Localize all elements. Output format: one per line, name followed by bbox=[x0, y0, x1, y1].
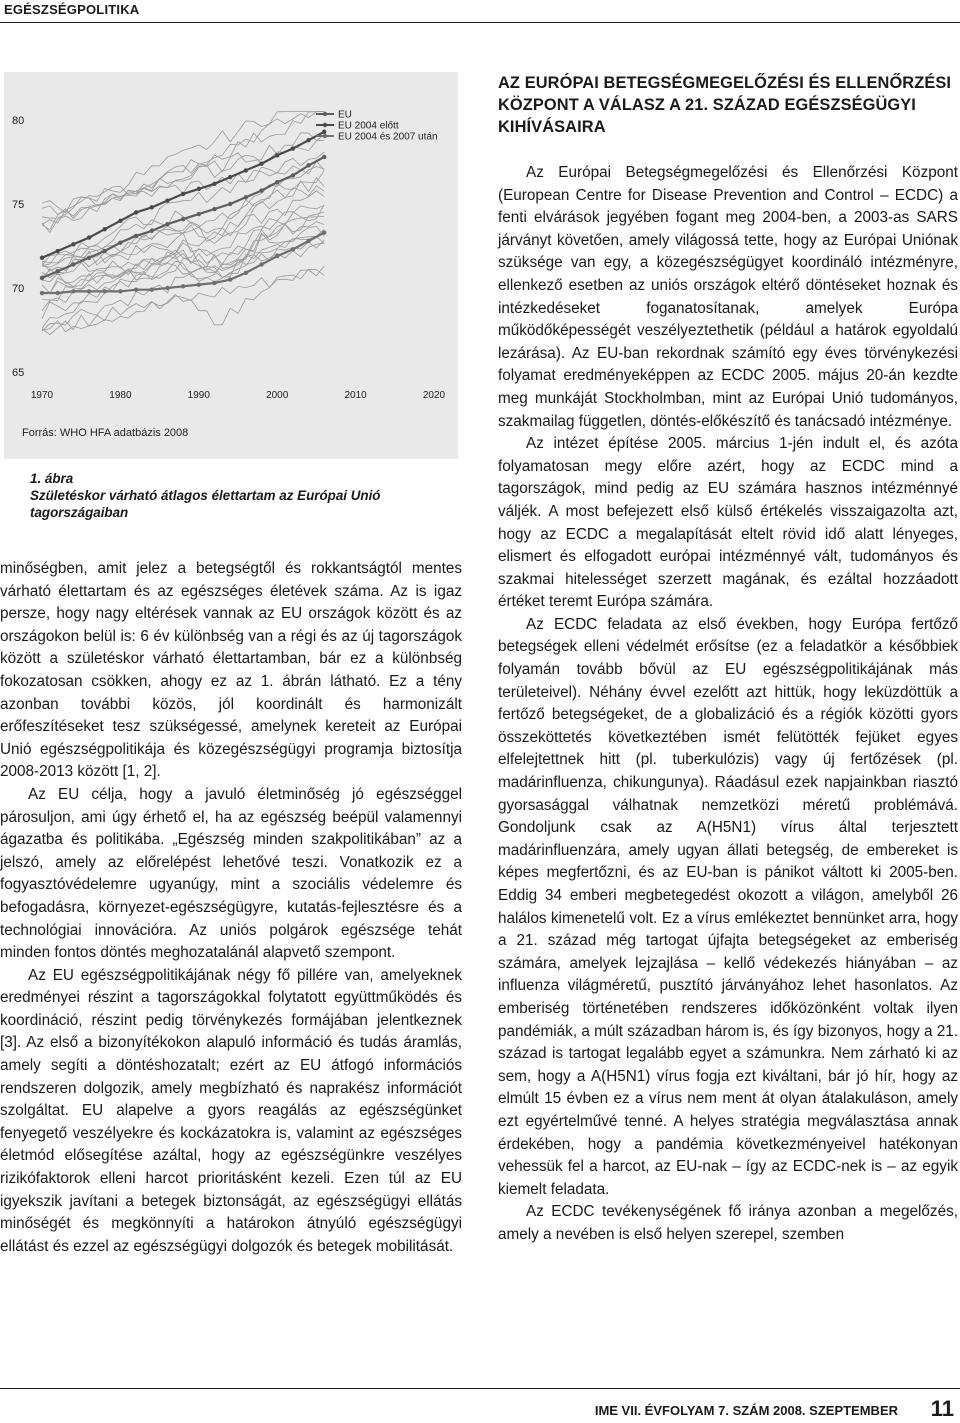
series-point bbox=[212, 207, 216, 211]
series-point bbox=[71, 262, 75, 266]
top-rule bbox=[0, 22, 960, 23]
series-point bbox=[259, 161, 263, 165]
x-tick-label: 1980 bbox=[109, 390, 132, 401]
page-number: 11 bbox=[930, 1396, 954, 1421]
left-column bbox=[0, 558, 462, 1258]
series-point bbox=[71, 289, 75, 293]
series-point bbox=[212, 182, 216, 186]
paragraph: Az EU célja, hogy a javuló életminőség jó egészséggel párosuljon, ami úgy érhető el, ha az egészség beépül valamennyi ágazatba és politikába. „Egészség minden szakpolitikában” az a jelszó, amely az előrelépést lehetővé teszi. Vonatkozik ez a fogyasztóvédelemre ugyanúgy, mint a szociális védelemre és befogadásra, környezet-egészségügyre, kutatás-fejlesztésre és a technológiai innovációra. Az uniós polgárok egészsége tehát minden fontos döntés meghozatalánál alapvető szempont. bbox=[0, 785, 462, 962]
right-column bbox=[498, 162, 958, 1247]
series-point bbox=[306, 239, 310, 243]
series-point bbox=[197, 282, 201, 286]
series-point bbox=[150, 205, 154, 209]
figure-source: Forrás: WHO HFA adatbázis 2008 bbox=[22, 427, 189, 439]
figure-number: 1. ábra bbox=[30, 471, 74, 486]
series-point bbox=[165, 222, 169, 226]
series-point bbox=[134, 210, 138, 214]
x-tick-label: 1970 bbox=[30, 390, 54, 401]
series-point bbox=[118, 219, 122, 223]
paragraph: minőségben, amit jelez a betegségtől és rokkantságtól mentes várható élettartam és az egészséges életévek száma. Az is igaz persze, hogy nagy eltérések vannak az EU országok között és az országokon belül is: 6 év különbség van a régi és az új tagországok között a születéskor várható élettartamban, bár ez a különbség fokozatosan csökken, ahogy ez az 1. ábrán látható. Ez a tény azonban további közös, jól koordinált és harmonizált erőfeszítéseket tesz szükségessé, amelynek kereteit az Európai Unió egészségpolitikája és közegészségügyi programja biztosítja 2008-2013 között [1, 2]. bbox=[0, 560, 462, 781]
series-point bbox=[306, 163, 310, 167]
series-point bbox=[322, 155, 326, 159]
series-point bbox=[259, 188, 263, 192]
series-point bbox=[275, 153, 279, 157]
series-point bbox=[291, 247, 295, 251]
series-point bbox=[322, 130, 326, 134]
series-point bbox=[55, 291, 59, 295]
series-point bbox=[87, 289, 91, 293]
x-tick-label: 2000 bbox=[266, 390, 289, 401]
y-tick-label: 75 bbox=[12, 199, 25, 211]
series-point bbox=[165, 198, 169, 202]
series-point bbox=[244, 168, 248, 172]
series-point bbox=[40, 291, 44, 295]
series-point bbox=[322, 230, 326, 234]
series-point bbox=[40, 276, 44, 280]
series-point bbox=[181, 217, 185, 221]
paragraph: Az intézet építése 2005. március 1-jén indult el, és azóta folyamatosan megy előre azért, hogy az ECDC mind a tagországok, mind pedig az EU számára hasznos intézménnyé váljék. A most befejezett első külső értékelés visszaigazolta azt, hogy az ECDC a megalapítását eltelt rövid idő alatt lényeges, elismert és elfogadott európai intézménnyé vált, tudományos és szakmai hitelességet szerzett magának, és ezáltal hozzáadott értéket teremt Európa számára. bbox=[498, 435, 958, 611]
series-point bbox=[212, 281, 216, 285]
paragraph: Az ECDC feladata az első években, hogy Európa fertőző betegségek elleni védelmét erősítse (ez a feladatkör a későbbiek folyamán tovább bővül az EU egészségpolitikájának más területeivel). Néhány évvel ezelőtt azt hittük, hogy leküzdöttük a fertőző betegségeket, de a globalizáció és a régiók közötti gyors összeköttetés következtében ismét felütötték fejüket egyes elfelejtettnek hitt (pl. tuberkulózis) vagy új fertőzések (pl. madárinfluenza, chikungunya). Ráadásul ezek napjainkban riasztó gyorsasággal válhatnak nemzetközi méretű problémává. Gondoljunk csak az A(H5N1) vírus által terjesztett madárinfluenzára, amely ugyan állati betegség, de embereket is képes megfertőzni, és az EU-ban is pánikot váltott ki 2005-ben. Eddig 34 emberi megbetegedést okozott a világon, amelyből 26 halálos kimenetelű volt. Ez a vírus emlékeztet bennünket arra, hogy a 21. század még tartogat újfajta betegségeket az emberiség számára, amelyek lejzajlása – kellő védekezés hiányában – az influenza világméretű, pusztító járványához lehet hasonlatos. Az emberiség történetében rendszeres időközönként voltak ilyen pandémiák, a múlt században három is, és így bizonyos, hogy a 21. század is tartogat legalább egyet a számunkra. Nem zárható ki az sem, hogy a A(H5N1) vírus fogja ezt kiváltani, bár jó hír, hogy az elmúlt 15 évben ez a vírus nem ment át olyan átalakuláson, amely ezt egyértelművé tenné. A helyes stratégia megválasztása annak érdekében, hogy a pandémia következményeivel hatékonyan vehessük fel a harcot, az EU-nak – így az ECDC-nek is – az egyik kiemelt feladata. bbox=[498, 615, 959, 1198]
country-trace-line bbox=[42, 212, 324, 311]
series-point bbox=[87, 235, 91, 239]
series-point bbox=[103, 227, 107, 231]
series-point bbox=[181, 284, 185, 288]
journal-footer: IME VII. ÉVFOLYAM 7. SZÁM 2008. SZEPTEMBER bbox=[594, 1403, 898, 1418]
series-point bbox=[55, 249, 59, 253]
country-trace-line bbox=[42, 140, 324, 214]
series-point bbox=[118, 240, 122, 244]
y-tick-label: 70 bbox=[12, 283, 25, 295]
series-point bbox=[275, 180, 279, 184]
series-point bbox=[71, 242, 75, 246]
series-point bbox=[228, 175, 232, 179]
figure-caption bbox=[30, 470, 460, 521]
legend-label: EU bbox=[338, 109, 352, 121]
paragraph: Az EU egészségpolitikájának négy fő pillére van, amelyeknek eredményei részint a tagországokkal folytatott együttműködés és koordináció, részint pedig törvénykezés formájában jelentkeznek [3]. Az első a bizonyítékokon alapuló információ és tudás áramlás, amely segíti a döntéshozatalt; ezért az EU átfogó információs rendszeren dolgozik, amely megbízható és naprakész információt szolgáltat. EU alapelve a gyors reagálás az egészségünket fenyegető veszélyekre és kockázatokra is, valamint az egészséges életmód elősegítése azáltal, hogy az egészségünkre veszélyes rizikófaktorok elleni harcot prioritásként kezeli. Ezen túl az EU igyekszik javítani a betegek biztonságát, az egészségügyi ellátás minőségét és megkönnyíti a határokon átnyúló egészségügyi ellátást és ezzel az egészségügyi dolgozók és betegek mobilitását. bbox=[0, 966, 462, 1255]
series-point bbox=[103, 289, 107, 293]
series-point bbox=[150, 287, 154, 291]
series-point bbox=[228, 202, 232, 206]
section-heading: AZ EURÓPAI BETEGSÉGMEGELŐZÉSI ÉS ELLENŐRZÉSI KÖZPONT A VÁLASZ A 21. SZÁZAD EGÉSZSÉGÜGYI KIHÍVÁSAIRA bbox=[498, 74, 952, 136]
bottom-rule bbox=[0, 1388, 960, 1389]
y-tick-label: 80 bbox=[12, 115, 25, 127]
series-point bbox=[55, 269, 59, 273]
figure-chart bbox=[4, 72, 458, 459]
x-tick-label: 2010 bbox=[344, 390, 367, 401]
country-trace-line bbox=[42, 205, 324, 328]
series-point bbox=[181, 192, 185, 196]
series-point bbox=[306, 138, 310, 142]
series-point bbox=[244, 195, 248, 199]
section-label: EGÉSZSÉGPOLITIKA bbox=[4, 2, 140, 17]
series-point bbox=[150, 229, 154, 233]
legend-marker bbox=[323, 123, 327, 127]
series-point bbox=[291, 173, 295, 177]
series-point bbox=[228, 277, 232, 281]
x-tick-label: 1990 bbox=[187, 390, 210, 401]
legend-label: EU 2004 előtt bbox=[338, 120, 399, 132]
series-point bbox=[244, 271, 248, 275]
series-point bbox=[197, 187, 201, 191]
series-point bbox=[40, 256, 44, 260]
legend-label: EU 2004 és 2007 után bbox=[338, 131, 438, 143]
legend-marker bbox=[323, 112, 327, 116]
paragraph: Az Európai Betegségmegelőzési és Ellenőrzési Központ (European Centre for Disease Prevention and Control – ECDC) a fenti elvárások jegyében fogant meg 2004-ben, a 2003-as SARS járványt követően, amely világossá tette, hogy az Európai Uniónak szüksége van egy, a közegészségügyet koordináló intézményre, ellenkező esetben az uniós országok eltérő döntéseket hoznak és intézkedéseket foganatosítanak, amelyek Európa működőképességét veszélyeztethetik (például a határok egyoldalú lezárása). Az EU-ban rekordnak számító egy éves törvénykezési folyamat eredményeképpen az ECDC 2005. május 20-án kezdte meg munkáját Stockholmban, mint az Európai Unió tudományos, szakmailag független, döntés-előkészítő és tanácsadó intézménye. bbox=[498, 164, 958, 430]
country-trace-line bbox=[42, 112, 324, 230]
country-trace-line bbox=[42, 222, 324, 319]
series-point bbox=[134, 234, 138, 238]
series-point bbox=[165, 286, 169, 290]
series-point bbox=[197, 212, 201, 216]
x-tick-label: 2020 bbox=[422, 390, 446, 401]
legend-marker bbox=[323, 134, 327, 138]
figure-caption-text: Születéskor várható átlagos élettartam az Európai Unió tagországaiban bbox=[30, 488, 381, 520]
series-point bbox=[87, 256, 91, 260]
life-expectancy-chart bbox=[4, 72, 458, 459]
series-point bbox=[275, 254, 279, 258]
series-point bbox=[134, 287, 138, 291]
y-tick-label: 65 bbox=[12, 367, 25, 379]
series-point bbox=[259, 262, 263, 266]
country-trace-line bbox=[42, 133, 324, 225]
paragraph: Az ECDC tevékenységének fő iránya azonban a megelőzés, amely a nevében is első helyen szerepel, szemben bbox=[498, 1203, 958, 1243]
series-point bbox=[118, 289, 122, 293]
series-point bbox=[291, 146, 295, 150]
series-point bbox=[103, 249, 107, 253]
